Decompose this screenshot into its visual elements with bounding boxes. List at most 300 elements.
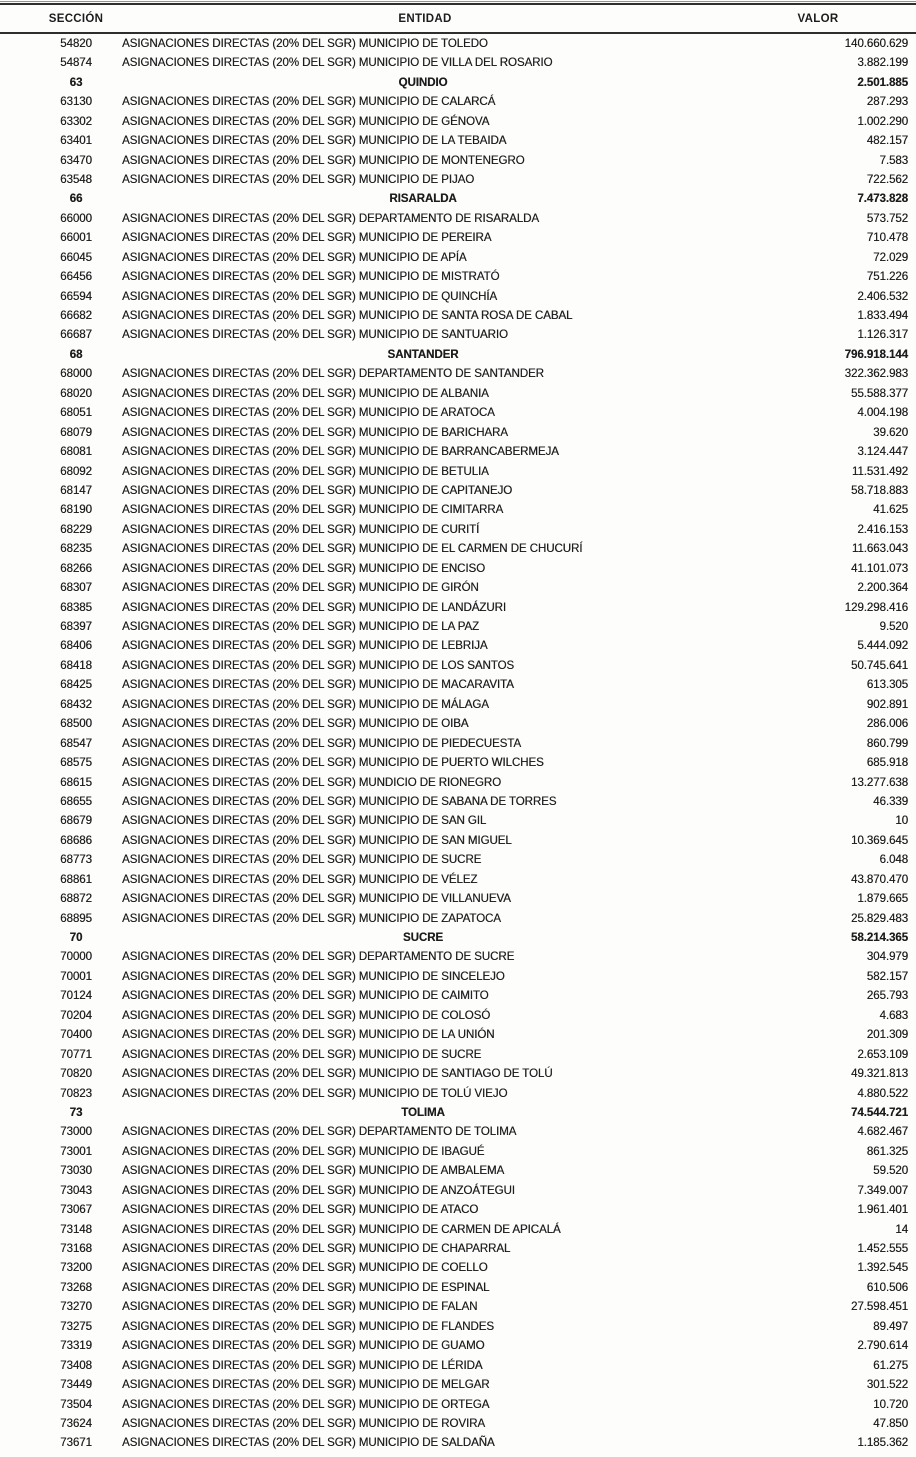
cell-entidad: ASIGNACIONES DIRECTAS (20% DEL SGR) MUNICIPIO DE MÁLAGA (122, 697, 489, 711)
cell-valor: 613.305 (866, 678, 908, 692)
table-row (0, 909, 916, 928)
cell-valor: 4.682.467 (857, 1125, 908, 1139)
cell-seccion: 66001 (60, 231, 92, 245)
cell-entidad: ASIGNACIONES DIRECTAS (20% DEL SGR) MUNICIPIO DE VILLA DEL ROSARIO (122, 56, 553, 70)
cell-valor: 5.444.092 (857, 639, 908, 653)
table-row (0, 1278, 916, 1297)
cell-valor: 4.880.522 (857, 1086, 908, 1100)
cell-entidad: ASIGNACIONES DIRECTAS (20% DEL SGR) MUNICIPIO DE PUERTO WILCHES (122, 756, 544, 770)
table-row (0, 831, 916, 850)
table-row (0, 33, 916, 53)
table-row (0, 112, 916, 131)
cell-entidad: ASIGNACIONES DIRECTAS (20% DEL SGR) MUNICIPIO DE TOLEDO (122, 36, 488, 50)
cell-valor: 61.275 (873, 1358, 908, 1372)
table-row (0, 792, 916, 811)
cell-seccion: 68418 (60, 658, 92, 672)
cell-entidad: ASIGNACIONES DIRECTAS (20% DEL SGR) MUNDICIO DE RIONEGRO (122, 775, 501, 789)
cell-valor: 41.101.073 (850, 561, 908, 575)
cell-seccion: 68266 (60, 561, 92, 575)
table-row (0, 1084, 916, 1103)
cell-valor: 301.522 (866, 1378, 908, 1392)
cell-valor: 39.620 (873, 425, 908, 439)
cell-seccion: 68895 (60, 911, 92, 925)
cell-valor: 4.004.198 (857, 406, 908, 420)
cell-entidad: ASIGNACIONES DIRECTAS (20% DEL SGR) MUNICIPIO DE CAPITANEJO (122, 483, 513, 497)
cell-valor: 304.979 (866, 950, 908, 964)
cell-entidad: ASIGNACIONES DIRECTAS (20% DEL SGR) MUNICIPIO DE BETULIA (122, 464, 489, 478)
table-row (0, 1356, 916, 1375)
cell-seccion: 68425 (60, 678, 92, 692)
table-row (0, 656, 916, 675)
table-row (0, 209, 916, 228)
cell-entidad: SANTANDER (387, 347, 459, 361)
cell-valor: 265.793 (866, 989, 908, 1003)
cell-entidad: ASIGNACIONES DIRECTAS (20% DEL SGR) MUNICIPIO DE MISTRATÓ (122, 270, 500, 284)
cell-seccion: 70820 (60, 1067, 92, 1081)
cell-entidad: ASIGNACIONES DIRECTAS (20% DEL SGR) MUNICIPIO DE ALBANIA (122, 386, 489, 400)
cell-seccion: 73 (69, 1105, 83, 1119)
cell-valor: 2.200.364 (857, 581, 908, 595)
cell-entidad: ASIGNACIONES DIRECTAS (20% DEL SGR) MUNICIPIO DE FLANDES (122, 1319, 494, 1333)
cell-valor: 55.588.377 (850, 386, 908, 400)
table-row (0, 73, 916, 92)
table-row (0, 1395, 916, 1414)
table-row (0, 228, 916, 247)
cell-seccion: 73268 (60, 1280, 92, 1294)
cell-valor: 46.339 (873, 794, 908, 808)
cell-seccion: 54874 (60, 56, 92, 70)
table-row (0, 1317, 916, 1336)
table-row (0, 850, 916, 869)
cell-seccion: 68575 (60, 756, 92, 770)
cell-valor: 322.362.983 (844, 367, 908, 381)
cell-seccion: 68679 (60, 814, 92, 828)
cell-entidad: ASIGNACIONES DIRECTAS (20% DEL SGR) MUNICIPIO DE ESPINAL (122, 1280, 490, 1294)
table-row (0, 1297, 916, 1316)
cell-seccion: 68 (69, 347, 83, 361)
cell-seccion: 68092 (60, 464, 92, 478)
table-row (0, 306, 916, 325)
table-row (0, 617, 916, 636)
cell-entidad: ASIGNACIONES DIRECTAS (20% DEL SGR) MUNICIPIO DE EL CARMEN DE CHUCURÍ (122, 542, 583, 556)
table-row (0, 170, 916, 189)
cell-seccion: 68547 (60, 736, 92, 750)
cell-seccion: 70000 (60, 950, 92, 964)
table-row (0, 131, 916, 150)
cell-entidad: ASIGNACIONES DIRECTAS (20% DEL SGR) MUNICIPIO DE CURITÍ (122, 522, 480, 536)
table-row (0, 364, 916, 383)
cell-entidad: ASIGNACIONES DIRECTAS (20% DEL SGR) MUNICIPIO DE LEBRIJA (122, 639, 488, 653)
cell-seccion: 73275 (60, 1319, 92, 1333)
cell-valor: 10.720 (873, 1397, 908, 1411)
cell-entidad: ASIGNACIONES DIRECTAS (20% DEL SGR) MUNICIPIO DE ZAPATOCA (122, 911, 501, 925)
table-row (0, 1239, 916, 1258)
table-row (0, 1064, 916, 1083)
cell-entidad: ASIGNACIONES DIRECTAS (20% DEL SGR) MUNICIPIO DE ATACO (122, 1203, 479, 1217)
cell-entidad: ASIGNACIONES DIRECTAS (20% DEL SGR) MUNICIPIO DE FALAN (122, 1300, 478, 1314)
cell-entidad: ASIGNACIONES DIRECTAS (20% DEL SGR) MUNICIPIO DE GIRÓN (122, 581, 479, 595)
cell-entidad: ASIGNACIONES DIRECTAS (20% DEL SGR) MUNICIPIO DE SALDAÑA (122, 1436, 495, 1450)
cell-valor: 722.562 (866, 172, 908, 186)
cell-entidad: ASIGNACIONES DIRECTAS (20% DEL SGR) MUNICIPIO DE CAIMITO (122, 989, 489, 1003)
cell-valor: 1.452.555 (857, 1242, 908, 1256)
cell-seccion: 66000 (60, 211, 92, 225)
cell-valor: 2.406.532 (857, 289, 908, 303)
cell-valor: 72.029 (873, 250, 908, 264)
cell-seccion: 73043 (60, 1183, 92, 1197)
cell-entidad: ASIGNACIONES DIRECTAS (20% DEL SGR) MUNICIPIO DE LA TEBAIDA (122, 134, 507, 148)
cell-seccion: 66687 (60, 328, 92, 342)
cell-entidad: ASIGNACIONES DIRECTAS (20% DEL SGR) MUNICIPIO DE MELGAR (122, 1378, 490, 1392)
cell-entidad: ASIGNACIONES DIRECTAS (20% DEL SGR) MUNICIPIO DE LÉRIDA (122, 1358, 483, 1372)
table-row (0, 384, 916, 403)
cell-valor: 10 (895, 814, 908, 828)
cell-valor: 2.501.885 (857, 75, 908, 89)
cell-valor: 4.683 (879, 1008, 908, 1022)
cell-valor: 27.598.451 (850, 1300, 908, 1314)
table-row (0, 190, 916, 209)
cell-entidad: ASIGNACIONES DIRECTAS (20% DEL SGR) MUNICIPIO DE CALARCÁ (122, 95, 496, 109)
cell-entidad: ASIGNACIONES DIRECTAS (20% DEL SGR) MUNICIPIO DE SINCELEJO (122, 969, 505, 983)
cell-seccion: 63130 (60, 95, 92, 109)
table-row (0, 326, 916, 345)
cell-seccion: 73671 (60, 1436, 92, 1450)
cell-valor: 201.309 (866, 1028, 908, 1042)
cell-seccion: 73030 (60, 1164, 92, 1178)
table-row (0, 559, 916, 578)
cell-valor: 7.473.828 (857, 192, 908, 206)
cell-seccion: 73001 (60, 1144, 92, 1158)
cell-seccion: 66594 (60, 289, 92, 303)
cell-seccion: 68307 (60, 581, 92, 595)
cell-seccion: 70823 (60, 1086, 92, 1100)
cell-entidad: ASIGNACIONES DIRECTAS (20% DEL SGR) MUNICIPIO DE GUAMO (122, 1339, 485, 1353)
cell-seccion: 68385 (60, 600, 92, 614)
cell-entidad: ASIGNACIONES DIRECTAS (20% DEL SGR) MUNICIPIO DE AMBALEMA (122, 1164, 505, 1178)
cell-valor: 2.653.109 (857, 1047, 908, 1061)
cell-valor: 582.157 (866, 969, 908, 983)
cell-seccion: 68872 (60, 892, 92, 906)
cell-entidad: ASIGNACIONES DIRECTAS (20% DEL SGR) MUNICIPIO DE LANDÁZURI (122, 600, 506, 614)
table-row (0, 753, 916, 772)
table-row (0, 481, 916, 500)
cell-valor: 860.799 (866, 736, 908, 750)
cell-entidad: ASIGNACIONES DIRECTAS (20% DEL SGR) MUNICIPIO DE BARRANCABERMEJA (122, 445, 559, 459)
cell-entidad: TOLIMA (401, 1105, 445, 1119)
cell-entidad: SUCRE (402, 931, 444, 945)
cell-seccion: 68190 (60, 503, 92, 517)
cell-valor: 573.752 (866, 211, 908, 225)
cell-seccion: 73624 (60, 1416, 92, 1430)
cell-seccion: 68615 (60, 775, 92, 789)
cell-entidad: ASIGNACIONES DIRECTAS (20% DEL SGR) MUNICIPIO DE OIBA (122, 717, 469, 731)
cell-entidad: ASIGNACIONES DIRECTAS (20% DEL SGR) MUNICIPIO DE APÍA (122, 250, 467, 264)
table-body (0, 33, 916, 1453)
table-row (0, 812, 916, 831)
cell-valor: 902.891 (866, 697, 908, 711)
table-row (0, 345, 916, 364)
cell-seccion: 68773 (60, 853, 92, 867)
cell-valor: 1.833.494 (857, 309, 908, 323)
cell-seccion: 70 (69, 931, 83, 945)
cell-valor: 6.048 (879, 853, 908, 867)
cell-entidad: ASIGNACIONES DIRECTAS (20% DEL SGR) MUNICIPIO DE MONTENEGRO (122, 153, 525, 167)
cell-valor: 710.478 (866, 231, 908, 245)
cell-entidad: ASIGNACIONES DIRECTAS (20% DEL SGR) MUNICIPIO DE SANTA ROSA DE CABAL (122, 309, 573, 323)
cell-entidad: ASIGNACIONES DIRECTAS (20% DEL SGR) MUNICIPIO DE PIEDECUESTA (122, 736, 521, 750)
col-header-entidad: ENTIDAD (118, 4, 728, 33)
table-row (0, 520, 916, 539)
cell-valor: 7.349.007 (857, 1183, 908, 1197)
cell-seccion: 70204 (60, 1008, 92, 1022)
cell-valor: 2.416.153 (857, 522, 908, 536)
cell-entidad: ASIGNACIONES DIRECTAS (20% DEL SGR) MUNICIPIO DE ANZOÁTEGUI (122, 1183, 515, 1197)
cell-valor: 14 (895, 1222, 908, 1236)
cell-valor: 1.002.290 (857, 114, 908, 128)
cell-seccion: 68147 (60, 483, 92, 497)
table-row (0, 870, 916, 889)
cell-seccion: 63 (69, 75, 83, 89)
cell-seccion: 73408 (60, 1358, 92, 1372)
cell-seccion: 70771 (60, 1047, 92, 1061)
table-row (0, 151, 916, 170)
table-row (0, 1375, 916, 1394)
cell-seccion: 63401 (60, 134, 92, 148)
table-row (0, 403, 916, 422)
cell-entidad: ASIGNACIONES DIRECTAS (20% DEL SGR) MUNICIPIO DE SABANA DE TORRES (122, 794, 557, 808)
table-row (0, 889, 916, 908)
cell-entidad: ASIGNACIONES DIRECTAS (20% DEL SGR) MUNICIPIO DE LA PAZ (122, 620, 479, 634)
scanned-page (0, 1, 916, 1453)
cell-seccion: 73270 (60, 1300, 92, 1314)
cell-valor: 1.185.362 (857, 1436, 908, 1450)
cell-seccion: 68500 (60, 717, 92, 731)
table-row (0, 734, 916, 753)
table-row (0, 462, 916, 481)
cell-seccion: 68397 (60, 620, 92, 634)
cell-entidad: ASIGNACIONES DIRECTAS (20% DEL SGR) MUNICIPIO DE ENCISO (122, 561, 485, 575)
cell-seccion: 73200 (60, 1261, 92, 1275)
cell-entidad: ASIGNACIONES DIRECTAS (20% DEL SGR) MUNICIPIO DE CARMEN DE APICALÁ (122, 1222, 561, 1236)
cell-seccion: 66456 (60, 270, 92, 284)
cell-entidad: ASIGNACIONES DIRECTAS (20% DEL SGR) MUNICIPIO DE ARATOCA (122, 406, 495, 420)
table-row (0, 1103, 916, 1122)
cell-seccion: 68686 (60, 833, 92, 847)
table-row (0, 1045, 916, 1064)
table-row (0, 267, 916, 286)
cell-entidad: ASIGNACIONES DIRECTAS (20% DEL SGR) MUNICIPIO DE LOS SANTOS (122, 658, 515, 672)
cell-entidad: ASIGNACIONES DIRECTAS (20% DEL SGR) MUNICIPIO DE PEREIRA (122, 231, 492, 245)
cell-seccion: 73148 (60, 1222, 92, 1236)
cell-valor: 58.718.883 (850, 483, 908, 497)
cell-valor: 59.520 (873, 1164, 908, 1178)
table-row (0, 1006, 916, 1025)
cell-valor: 140.660.629 (844, 36, 908, 50)
header-row (0, 4, 916, 33)
cell-entidad: RISARALDA (389, 192, 457, 206)
cell-entidad: ASIGNACIONES DIRECTAS (20% DEL SGR) MUNICIPIO DE VILLANUEVA (122, 892, 511, 906)
cell-seccion: 70400 (60, 1028, 92, 1042)
table-row (0, 1200, 916, 1219)
table-row (0, 423, 916, 442)
cell-valor: 610.506 (866, 1280, 908, 1294)
cell-seccion: 63302 (60, 114, 92, 128)
cell-valor: 11.531.492 (851, 464, 908, 478)
table-row (0, 501, 916, 520)
cell-seccion: 73168 (60, 1242, 92, 1256)
table-row (0, 1434, 916, 1453)
cell-entidad: ASIGNACIONES DIRECTAS (20% DEL SGR) MUNICIPIO DE SUCRE (122, 1047, 482, 1061)
cell-valor: 3.882.199 (857, 56, 908, 70)
cell-valor: 751.226 (866, 270, 908, 284)
cell-entidad: ASIGNACIONES DIRECTAS (20% DEL SGR) MUNICIPIO DE SANTIAGO DE TOLÚ (122, 1067, 553, 1081)
cell-entidad: ASIGNACIONES DIRECTAS (20% DEL SGR) DEPARTAMENTO DE SANTANDER (122, 367, 544, 381)
cell-seccion: 73504 (60, 1397, 92, 1411)
table-row (0, 1414, 916, 1433)
cell-entidad: ASIGNACIONES DIRECTAS (20% DEL SGR) MUNICIPIO DE MACARAVITA (122, 678, 514, 692)
cell-seccion: 68432 (60, 697, 92, 711)
cell-seccion: 66 (69, 192, 83, 206)
table-row (0, 1181, 916, 1200)
cell-entidad: ASIGNACIONES DIRECTAS (20% DEL SGR) DEPARTAMENTO DE SUCRE (122, 950, 515, 964)
cell-seccion: 68000 (60, 367, 92, 381)
table-row (0, 1220, 916, 1239)
cell-entidad: ASIGNACIONES DIRECTAS (20% DEL SGR) MUNICIPIO DE BARICHARA (122, 425, 508, 439)
cell-entidad: ASIGNACIONES DIRECTAS (20% DEL SGR) MUNICIPIO DE SANTUARIO (122, 328, 508, 342)
cell-seccion: 73319 (60, 1339, 92, 1353)
col-header-valor: VALOR (728, 4, 916, 33)
cell-seccion: 68235 (60, 542, 92, 556)
cell-seccion: 68020 (60, 386, 92, 400)
cell-entidad: ASIGNACIONES DIRECTAS (20% DEL SGR) MUNICIPIO DE QUINCHÍA (122, 289, 498, 303)
cell-seccion: 73067 (60, 1203, 92, 1217)
cell-seccion: 68229 (60, 522, 92, 536)
cell-seccion: 73000 (60, 1125, 92, 1139)
cell-entidad: QUINDIO (398, 75, 448, 89)
cell-seccion: 66682 (60, 309, 92, 323)
table-row (0, 714, 916, 733)
cell-entidad: ASIGNACIONES DIRECTAS (20% DEL SGR) MUNICIPIO DE ROVIRA (122, 1416, 485, 1430)
table-row (0, 248, 916, 267)
cell-valor: 13.277.638 (850, 775, 908, 789)
table-row (0, 1142, 916, 1161)
cell-entidad: ASIGNACIONES DIRECTAS (20% DEL SGR) MUNICIPIO DE COLOSÓ (122, 1008, 491, 1022)
table-row (0, 928, 916, 947)
cell-entidad: ASIGNACIONES DIRECTAS (20% DEL SGR) DEPARTAMENTO DE TOLIMA (122, 1125, 517, 1139)
cell-seccion: 54820 (60, 36, 92, 50)
table-row (0, 1161, 916, 1180)
cell-valor: 861.325 (866, 1144, 908, 1158)
cell-seccion: 68406 (60, 639, 92, 653)
cell-seccion: 68861 (60, 872, 92, 886)
table-row (0, 442, 916, 461)
table-header (0, 4, 916, 33)
cell-seccion: 63548 (60, 172, 92, 186)
cell-valor: 50.745.641 (850, 658, 908, 672)
cell-entidad: ASIGNACIONES DIRECTAS (20% DEL SGR) MUNICIPIO DE CHAPARRAL (122, 1242, 511, 1256)
cell-seccion: 66045 (60, 250, 92, 264)
cell-entidad: ASIGNACIONES DIRECTAS (20% DEL SGR) MUNICIPIO DE PIJAO (122, 172, 475, 186)
cell-valor: 1.961.401 (857, 1203, 908, 1217)
table-row (0, 92, 916, 111)
cell-seccion: 68655 (60, 794, 92, 808)
table-row (0, 986, 916, 1005)
cell-valor: 796.918.144 (844, 347, 908, 361)
table-row (0, 539, 916, 558)
cell-valor: 58.214.365 (850, 931, 908, 945)
cell-valor: 1.879.665 (857, 892, 908, 906)
cell-valor: 9.520 (879, 620, 908, 634)
table-row (0, 967, 916, 986)
cell-valor: 25.829.483 (850, 911, 908, 925)
col-header-seccion: SECCIÓN (0, 4, 118, 33)
cell-valor: 47.850 (873, 1416, 908, 1430)
cell-valor: 7.583 (879, 153, 908, 167)
cell-valor: 74.544.721 (850, 1105, 908, 1119)
cell-valor: 41.625 (873, 503, 908, 517)
table-row (0, 53, 916, 72)
table-row (0, 1336, 916, 1355)
cell-entidad: ASIGNACIONES DIRECTAS (20% DEL SGR) MUNICIPIO DE LA UNIÓN (122, 1028, 495, 1042)
cell-entidad: ASIGNACIONES DIRECTAS (20% DEL SGR) MUNICIPIO DE CIMITARRA (122, 503, 504, 517)
table-row (0, 637, 916, 656)
cell-seccion: 68051 (60, 406, 92, 420)
table-row (0, 773, 916, 792)
cell-valor: 482.157 (866, 134, 908, 148)
cell-valor: 129.298.416 (844, 600, 908, 614)
cell-entidad: ASIGNACIONES DIRECTAS (20% DEL SGR) MUNICIPIO DE GÉNOVA (122, 114, 490, 128)
cell-valor: 49.321.813 (850, 1067, 908, 1081)
cell-valor: 286.006 (866, 717, 908, 731)
cell-entidad: ASIGNACIONES DIRECTAS (20% DEL SGR) MUNICIPIO DE TOLÚ VIEJO (122, 1086, 508, 1100)
cell-valor: 1.126.317 (857, 328, 908, 342)
cell-valor: 3.124.447 (857, 445, 908, 459)
cell-seccion: 70001 (60, 969, 92, 983)
cell-entidad: ASIGNACIONES DIRECTAS (20% DEL SGR) MUNICIPIO DE IBAGUÉ (122, 1144, 485, 1158)
table-row (0, 1025, 916, 1044)
cell-valor: 10.369.645 (850, 833, 908, 847)
table-row (0, 1123, 916, 1142)
table-row (0, 695, 916, 714)
table-row (0, 598, 916, 617)
table-row (0, 287, 916, 306)
cell-entidad: ASIGNACIONES DIRECTAS (20% DEL SGR) MUNICIPIO DE SAN MIGUEL (122, 833, 512, 847)
cell-valor: 287.293 (866, 95, 908, 109)
cell-entidad: ASIGNACIONES DIRECTAS (20% DEL SGR) MUNICIPIO DE ORTEGA (122, 1397, 490, 1411)
cell-seccion: 63470 (60, 153, 92, 167)
cell-valor: 43.870.470 (850, 872, 908, 886)
cell-entidad: ASIGNACIONES DIRECTAS (20% DEL SGR) DEPARTAMENTO DE RISARALDA (122, 211, 539, 225)
cell-seccion: 73449 (60, 1378, 92, 1392)
cell-seccion: 70124 (60, 989, 92, 1003)
budget-table (0, 3, 916, 1453)
cell-entidad: ASIGNACIONES DIRECTAS (20% DEL SGR) MUNICIPIO DE COELLO (122, 1261, 488, 1275)
table-row (0, 675, 916, 694)
cell-valor: 1.392.545 (857, 1261, 908, 1275)
cell-valor: 11.663.043 (851, 542, 908, 556)
table-row (0, 1259, 916, 1278)
cell-entidad: ASIGNACIONES DIRECTAS (20% DEL SGR) MUNICIPIO DE SAN GIL (122, 814, 487, 828)
cell-seccion: 68079 (60, 425, 92, 439)
cell-valor: 2.790.614 (857, 1339, 908, 1353)
cell-valor: 685.918 (866, 756, 908, 770)
table-row (0, 948, 916, 967)
cell-seccion: 68081 (60, 445, 92, 459)
cell-entidad: ASIGNACIONES DIRECTAS (20% DEL SGR) MUNICIPIO DE VÉLEZ (122, 872, 478, 886)
cell-valor: 89.497 (873, 1319, 908, 1333)
cell-entidad: ASIGNACIONES DIRECTAS (20% DEL SGR) MUNICIPIO DE SUCRE (122, 853, 482, 867)
table-row (0, 578, 916, 597)
